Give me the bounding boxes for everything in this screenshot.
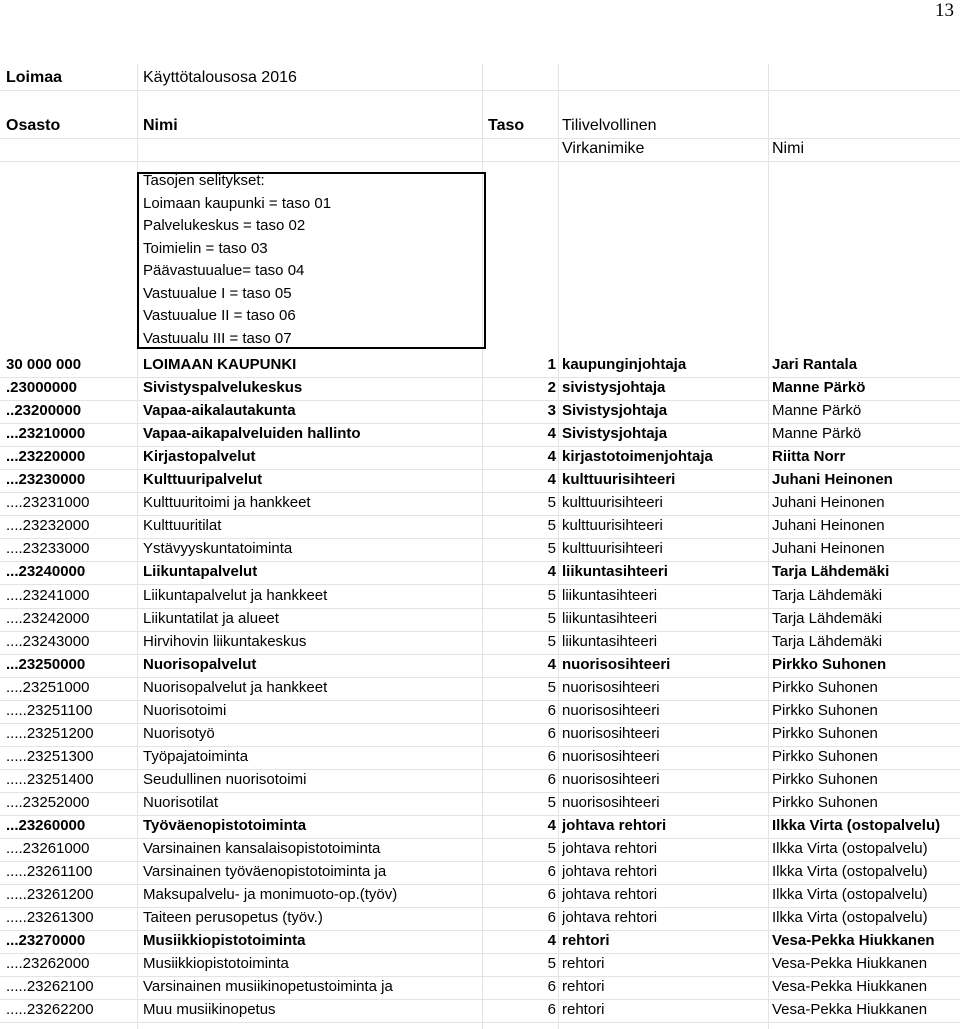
osasto-code: ....23233000 xyxy=(6,540,90,558)
taso-level: 4 xyxy=(547,563,556,581)
unit-name: Nuorisopalvelut ja hankkeet xyxy=(143,678,328,696)
job-title: kulttuurisihteeri xyxy=(562,471,676,489)
taso-level: 5 xyxy=(547,678,556,696)
job-title: johtava rehtori xyxy=(562,863,658,881)
responsible-person: Pirkko Suhonen xyxy=(772,678,878,696)
table-row xyxy=(0,354,960,378)
taso-level: 4 xyxy=(547,448,556,466)
responsible-person: Tarja Lähdemäki xyxy=(772,632,883,650)
responsible-person: Juhani Heinonen xyxy=(772,494,885,512)
taso-level: 6 xyxy=(547,909,556,927)
table-row xyxy=(0,561,960,585)
unit-name: Musiikkiopistotoiminta xyxy=(143,932,306,950)
unit-name: Kirjastopalvelut xyxy=(143,448,256,466)
table-row xyxy=(0,446,960,470)
table-row xyxy=(0,861,960,885)
osasto-code: .....23262100 xyxy=(6,978,94,996)
job-title: rehtori xyxy=(562,1001,605,1019)
unit-name: Kulttuuritilat xyxy=(143,517,222,535)
responsible-person: Vesa-Pekka Hiukkanen xyxy=(772,955,928,973)
job-title: rehtori xyxy=(562,978,605,996)
legend-item: Päävastuualue= taso 04 xyxy=(143,262,305,279)
responsible-person: Juhani Heinonen xyxy=(772,540,885,558)
osasto-code: .....23251400 xyxy=(6,770,94,788)
responsible-person: Tarja Lähdemäki xyxy=(772,563,890,581)
table-row xyxy=(0,585,960,609)
osasto-code: ....23251000 xyxy=(6,678,90,696)
unit-name: Muu musiikinopetus xyxy=(143,1001,276,1019)
job-title: liikuntasihteeri xyxy=(562,563,668,581)
unit-name: Nuorisopalvelut xyxy=(143,655,257,673)
job-title: nuorisosihteeri xyxy=(562,747,660,765)
responsible-person: Manne Pärkö xyxy=(772,379,866,397)
job-title: rehtori xyxy=(562,955,605,973)
job-title: Sivistysjohtaja xyxy=(562,402,668,420)
osasto-code: ....23243000 xyxy=(6,632,90,650)
unit-name: Varsinainen kansalaisopistotoiminta xyxy=(143,840,381,858)
unit-name: Liikuntatilat ja alueet xyxy=(143,609,279,627)
job-title: kulttuurisihteeri xyxy=(562,517,663,535)
taso-level: 5 xyxy=(547,540,556,558)
legend-item: Toimielin = taso 03 xyxy=(143,239,268,257)
unit-name: Työpajatoiminta xyxy=(143,747,249,765)
table-row xyxy=(0,815,960,839)
osasto-code: ...23210000 xyxy=(6,425,86,443)
column-header-nimi: Nimi xyxy=(143,117,178,134)
responsible-person: Manne Pärkö xyxy=(772,425,862,443)
column-header-henkilo-nimi: Nimi xyxy=(772,140,804,157)
column-header-virkanimike: Virkanimike xyxy=(562,140,645,157)
responsible-person: Ilkka Virta (ostopalvelu) xyxy=(772,863,928,881)
taso-level: 4 xyxy=(547,425,556,443)
osasto-code: ..23200000 xyxy=(6,402,82,420)
job-title: johtava rehtori xyxy=(562,840,658,858)
osasto-code: .....23261100 xyxy=(6,863,93,881)
taso-level: 6 xyxy=(547,886,556,904)
column-header-row xyxy=(0,115,960,139)
job-title: rehtori xyxy=(562,932,610,950)
osasto-code: ....23232000 xyxy=(6,517,90,535)
title-row xyxy=(0,67,960,91)
responsible-person: Pirkko Suhonen xyxy=(772,747,878,765)
taso-level: 5 xyxy=(547,632,556,650)
osasto-code: ....23261000 xyxy=(6,840,90,858)
unit-name: Sivistyspalvelukeskus xyxy=(143,379,303,397)
osasto-code: ....23231000 xyxy=(6,494,90,512)
unit-name: Kulttuuripalvelut xyxy=(143,471,263,489)
table-row xyxy=(0,746,960,770)
table-row xyxy=(0,792,960,816)
osasto-code: 30 000 000 xyxy=(6,356,82,373)
responsible-person: Vesa-Pekka Hiukkanen xyxy=(772,1001,928,1019)
table-row xyxy=(0,769,960,793)
unit-name: Nuorisotoimi xyxy=(143,701,227,719)
osasto-code: ...23270000 xyxy=(6,932,86,950)
unit-name: LOIMAAN KAUPUNKI xyxy=(143,356,297,373)
table-row xyxy=(0,400,960,424)
taso-level: 5 xyxy=(547,840,556,858)
job-title: johtava rehtori xyxy=(562,909,658,927)
osasto-code: ....23262000 xyxy=(6,955,90,973)
osasto-code: .....23251200 xyxy=(6,724,94,742)
job-title: kirjastotoimenjohtaja xyxy=(562,448,713,466)
responsible-person: Juhani Heinonen xyxy=(772,471,893,489)
taso-level: 4 xyxy=(547,471,556,489)
taso-level: 5 xyxy=(547,955,556,973)
job-title: kulttuurisihteeri xyxy=(562,540,663,558)
osasto-code: .....23261300 xyxy=(6,909,94,927)
job-title: nuorisosihteeri xyxy=(562,724,660,742)
taso-level: 4 xyxy=(547,932,556,950)
legend-item: Vastuualu III = taso 07 xyxy=(143,329,292,347)
osasto-code: .....23251300 xyxy=(6,747,94,765)
osasto-code: ....23242000 xyxy=(6,609,90,627)
responsible-person: Vesa-Pekka Hiukkanen xyxy=(772,978,928,996)
job-title: kaupunginjohtaja xyxy=(562,356,687,373)
table-row xyxy=(0,608,960,632)
table-row xyxy=(0,631,960,655)
document-title: Käyttötalousosa 2016 xyxy=(143,69,297,86)
responsible-person: Pirkko Suhonen xyxy=(772,701,878,719)
column-header-tilivelvollinen: Tilivelvollinen xyxy=(562,117,657,134)
responsible-person: Ilkka Virta (ostopalvelu) xyxy=(772,817,941,834)
responsible-person: Ilkka Virta (ostopalvelu) xyxy=(772,886,928,904)
taso-level: 5 xyxy=(547,793,556,811)
table-row xyxy=(0,976,960,1000)
responsible-person: Ilkka Virta (ostopalvelu) xyxy=(772,909,928,927)
unit-name: Hirvihovin liikuntakeskus xyxy=(143,632,307,650)
responsible-person: Pirkko Suhonen xyxy=(772,724,878,742)
job-title: liikuntasihteeri xyxy=(562,609,658,627)
osasto-code: ....23252000 xyxy=(6,793,90,811)
taso-level: 6 xyxy=(547,1001,556,1019)
job-title: sivistysjohtaja xyxy=(562,379,666,397)
org-name: Loimaa xyxy=(6,69,63,86)
responsible-person: Manne Pärkö xyxy=(772,402,862,420)
unit-name: Nuorisotilat xyxy=(143,793,219,811)
table-row xyxy=(0,677,960,701)
legend-item: Vastuualue II = taso 06 xyxy=(143,307,296,324)
responsible-person: Ilkka Virta (ostopalvelu) xyxy=(772,840,928,858)
responsible-person: Juhani Heinonen xyxy=(772,517,885,535)
legend-item: Loimaan kaupunki = taso 01 xyxy=(143,194,332,212)
osasto-code: ...23240000 xyxy=(6,563,86,581)
job-title: nuorisosihteeri xyxy=(562,655,671,673)
taso-level: 5 xyxy=(547,609,556,627)
taso-level: 4 xyxy=(547,655,556,673)
taso-level: 3 xyxy=(547,402,556,420)
column-header-osasto: Osasto xyxy=(6,117,61,134)
unit-name: Kulttuuritoimi ja hankkeet xyxy=(143,494,311,512)
table-row xyxy=(0,884,960,908)
table-row xyxy=(0,654,960,678)
taso-level: 2 xyxy=(547,379,556,397)
table-row xyxy=(0,838,960,862)
responsible-person: Tarja Lähdemäki xyxy=(772,586,883,604)
unit-name: Musiikkiopistotoiminta xyxy=(143,955,289,973)
osasto-code: ...23260000 xyxy=(6,817,86,834)
taso-level: 5 xyxy=(547,517,556,535)
osasto-code: .....23262200 xyxy=(6,1001,94,1019)
osasto-code: ...23230000 xyxy=(6,471,86,489)
taso-level: 6 xyxy=(547,978,556,996)
table-row xyxy=(0,700,960,724)
column-header-taso: Taso xyxy=(488,117,525,134)
osasto-code: .....23251100 xyxy=(6,701,93,719)
taso-level: 6 xyxy=(547,747,556,765)
job-title: nuorisosihteeri xyxy=(562,678,660,696)
table-row xyxy=(0,377,960,401)
table-row xyxy=(0,907,960,931)
table-row xyxy=(0,515,960,539)
job-title: nuorisosihteeri xyxy=(562,701,660,719)
responsible-person: Pirkko Suhonen xyxy=(772,655,887,673)
unit-name: Taiteen perusopetus (työv.) xyxy=(143,909,323,927)
table-row xyxy=(0,999,960,1023)
table-row xyxy=(0,930,960,954)
unit-name: Vapaa-aikapalveluiden hallinto xyxy=(143,425,361,443)
legend-heading: Tasojen selitykset: xyxy=(143,172,265,189)
table-row xyxy=(0,492,960,516)
unit-name: Liikuntapalvelut ja hankkeet xyxy=(143,586,328,604)
unit-name: Seudullinen nuorisotoimi xyxy=(143,770,307,788)
responsible-person: Pirkko Suhonen xyxy=(772,793,878,811)
osasto-code: ...23220000 xyxy=(6,448,86,466)
responsible-person: Jari Rantala xyxy=(772,356,858,373)
taso-level: 6 xyxy=(547,863,556,881)
job-title: nuorisosihteeri xyxy=(562,793,660,811)
osasto-code: .....23261200 xyxy=(6,886,94,904)
table-row xyxy=(0,723,960,747)
table-row xyxy=(0,953,960,977)
taso-level: 1 xyxy=(547,356,556,373)
unit-name: Nuorisotyö xyxy=(143,724,215,742)
osasto-code: .23000000 xyxy=(6,379,77,397)
taso-level: 4 xyxy=(547,817,556,834)
job-title: Sivistysjohtaja xyxy=(562,425,668,443)
job-title: johtava rehtori xyxy=(562,886,658,904)
job-title: johtava rehtori xyxy=(562,817,667,834)
job-title: liikuntasihteeri xyxy=(562,586,658,604)
responsible-person: Riitta Norr xyxy=(772,448,846,466)
table-row xyxy=(0,423,960,447)
responsible-person: Tarja Lähdemäki xyxy=(772,609,883,627)
unit-name: Varsinainen musiikinopetustoiminta ja xyxy=(143,978,393,996)
job-title: liikuntasihteeri xyxy=(562,632,658,650)
unit-name: Työväenopistotoiminta xyxy=(143,817,307,834)
unit-name: Liikuntapalvelut xyxy=(143,563,258,581)
unit-name: Varsinainen työväenopistotoiminta ja xyxy=(143,863,387,881)
taso-level: 6 xyxy=(547,770,556,788)
unit-name: Ystävyyskuntatoiminta xyxy=(143,540,293,558)
legend-item: Palvelukeskus = taso 02 xyxy=(143,217,306,234)
taso-level: 5 xyxy=(547,494,556,512)
taso-level: 5 xyxy=(547,586,556,604)
page-number: 13 xyxy=(935,0,954,21)
responsible-person: Vesa-Pekka Hiukkanen xyxy=(772,932,935,950)
responsible-person: Pirkko Suhonen xyxy=(772,770,878,788)
column-subheader-row xyxy=(0,138,960,162)
legend-item: Vastuualue I = taso 05 xyxy=(143,284,292,302)
taso-level: 6 xyxy=(547,701,556,719)
osasto-code: ....23241000 xyxy=(6,586,90,604)
table-row xyxy=(0,469,960,493)
taso-level: 6 xyxy=(547,724,556,742)
osasto-code: ...23250000 xyxy=(6,655,86,673)
job-title: nuorisosihteeri xyxy=(562,770,660,788)
unit-name: Maksupalvelu- ja monimuoto-op.(työv) xyxy=(143,886,398,904)
job-title: kulttuurisihteeri xyxy=(562,494,663,512)
unit-name: Vapaa-aikalautakunta xyxy=(143,402,296,420)
table-row xyxy=(0,538,960,562)
